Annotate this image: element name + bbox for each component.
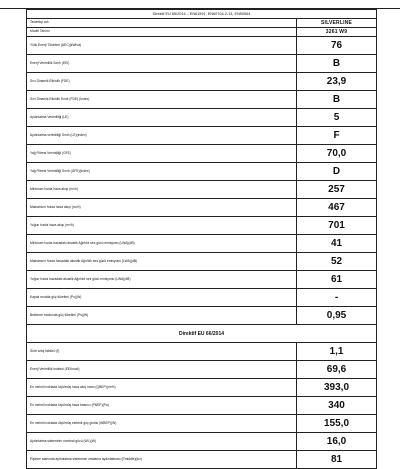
spec-row	[27, 91, 377, 109]
spec-label: Sıvı Dinamik Etkinlik (FDE)	[27, 73, 297, 91]
spec-row	[27, 307, 377, 325]
spec-label: Sıvı Dinamik Etkinlik Sınıfı (FDE) (Index)	[27, 91, 297, 109]
spec-label: Yoğun hızda havadaki akustik Ağırlıklı ses gücü emisyonu (LWA)(dB)	[27, 271, 297, 289]
spec-value: F	[297, 127, 377, 145]
spec-value: 61	[297, 271, 377, 289]
model-value: 3261 W9	[297, 28, 377, 37]
spec-value: 23,9	[297, 73, 377, 91]
section-title: Direktif EU 66/2014	[27, 325, 377, 343]
spec-label: Yağ Filtresi Verimliliği (GFE)	[27, 145, 297, 163]
spec-value: -	[297, 289, 377, 307]
spec-row	[27, 127, 377, 145]
spec-value: D	[297, 163, 377, 181]
model-row	[27, 28, 377, 37]
spec-row	[27, 145, 377, 163]
spec-label: Yoğun hızda hava akışı (m³/h)	[27, 217, 297, 235]
spec-label: En verimli noktada ölçülmüş hava basıncı (PBEP)(Pa)	[27, 397, 297, 415]
spec-label: Minimum hızda hava akışı (m³/h)	[27, 181, 297, 199]
spec-row	[27, 199, 377, 217]
spec-value: 701	[297, 217, 377, 235]
spec-value: 16,0	[297, 433, 377, 451]
spec-label: Yağ Filtresi Verimliliği Sınıfı (GFE)(index)	[27, 163, 297, 181]
spec-label: Aydınlatma Verimliliği (LE)	[27, 109, 297, 127]
spec-value: 1,1	[297, 343, 377, 361]
section-row	[27, 325, 377, 343]
spec-value: 393,0	[297, 379, 377, 397]
spec-label: Maksimum hızda havadaki akustik Ağırlıklı ses gücü emisyonu (LWA)(dB)	[27, 253, 297, 271]
spec-value: 5	[297, 109, 377, 127]
spec-value: 155,0	[297, 415, 377, 433]
spec-label: Yıllık Enerji Tüketimi (AEC)(kWh/a)	[27, 37, 297, 55]
spec-value: B	[297, 55, 377, 73]
spec-label: Enerji Verimlilik Indeksi (EEIhood)	[27, 361, 297, 379]
spec-label: Kapalı modda güç tüketimi (Po)(W)	[27, 289, 297, 307]
spec-value: 0,95	[297, 307, 377, 325]
spec-table	[26, 9, 377, 469]
spec-row	[27, 397, 377, 415]
model-label: Model Tanımı	[27, 28, 297, 37]
spec-row	[27, 379, 377, 397]
spec-row	[27, 433, 377, 451]
brand-value: SILVERLINE	[297, 19, 377, 28]
spec-row	[27, 343, 377, 361]
spec-value: 467	[297, 199, 377, 217]
spec-label: Bekleme modunda güç tüketimi (Ps)(W)	[27, 307, 297, 325]
spec-row	[27, 163, 377, 181]
spec-row	[27, 55, 377, 73]
spec-value: 76	[297, 37, 377, 55]
spec-row	[27, 289, 377, 307]
spec-row	[27, 361, 377, 379]
spec-value: 41	[297, 235, 377, 253]
brand-label: Tedarikçi adı	[27, 19, 297, 28]
spec-label: Pişirme alanında aydınlatma sisteminin ortalama aydınlatması (Emiddle)(lux)	[27, 451, 297, 469]
spec-value: 69,6	[297, 361, 377, 379]
spec-row	[27, 415, 377, 433]
brand-row	[27, 19, 377, 28]
spec-row	[27, 235, 377, 253]
spec-row	[27, 73, 377, 91]
directive-header-row	[27, 10, 377, 19]
spec-row	[27, 109, 377, 127]
spec-label: En verimli noktada ölçülmüş elektrik güç girdisi (WBEP)(W)	[27, 415, 297, 433]
directive-header: Direktif EU 65/2014 – EN61591, EN60704-2-13, EN50564	[27, 10, 377, 19]
spec-row	[27, 253, 377, 271]
spec-label: En verimli noktada ölçülmüş hava akış oranı (QBEP)(m³/h)	[27, 379, 297, 397]
spec-label: Aydınlatma sisteminin nominal gücü (WL)(W)	[27, 433, 297, 451]
spec-value: 257	[297, 181, 377, 199]
spec-row	[27, 217, 377, 235]
spec-row	[27, 37, 377, 55]
spec-label: Maksimum hızda hava akışı (m³/h)	[27, 199, 297, 217]
spec-value: 81	[297, 451, 377, 469]
spec-label: Aydınlatma verimliliği Sınıfı (LE)(index)	[27, 127, 297, 145]
spec-value: 340	[297, 397, 377, 415]
spec-value: 52	[297, 253, 377, 271]
spec-label: Enerji Verimlilik Sınıfı (EEI)	[27, 55, 297, 73]
spec-row	[27, 181, 377, 199]
spec-row	[27, 451, 377, 469]
spec-row	[27, 271, 377, 289]
spec-label: Süre artış faktörü (f)	[27, 343, 297, 361]
spec-value: B	[297, 91, 377, 109]
spec-value: 70,0	[297, 145, 377, 163]
spec-label: Minimum hızda havadaki akustik Ağırlıklı ses gücü emisyonu (LWA)(dB)	[27, 235, 297, 253]
